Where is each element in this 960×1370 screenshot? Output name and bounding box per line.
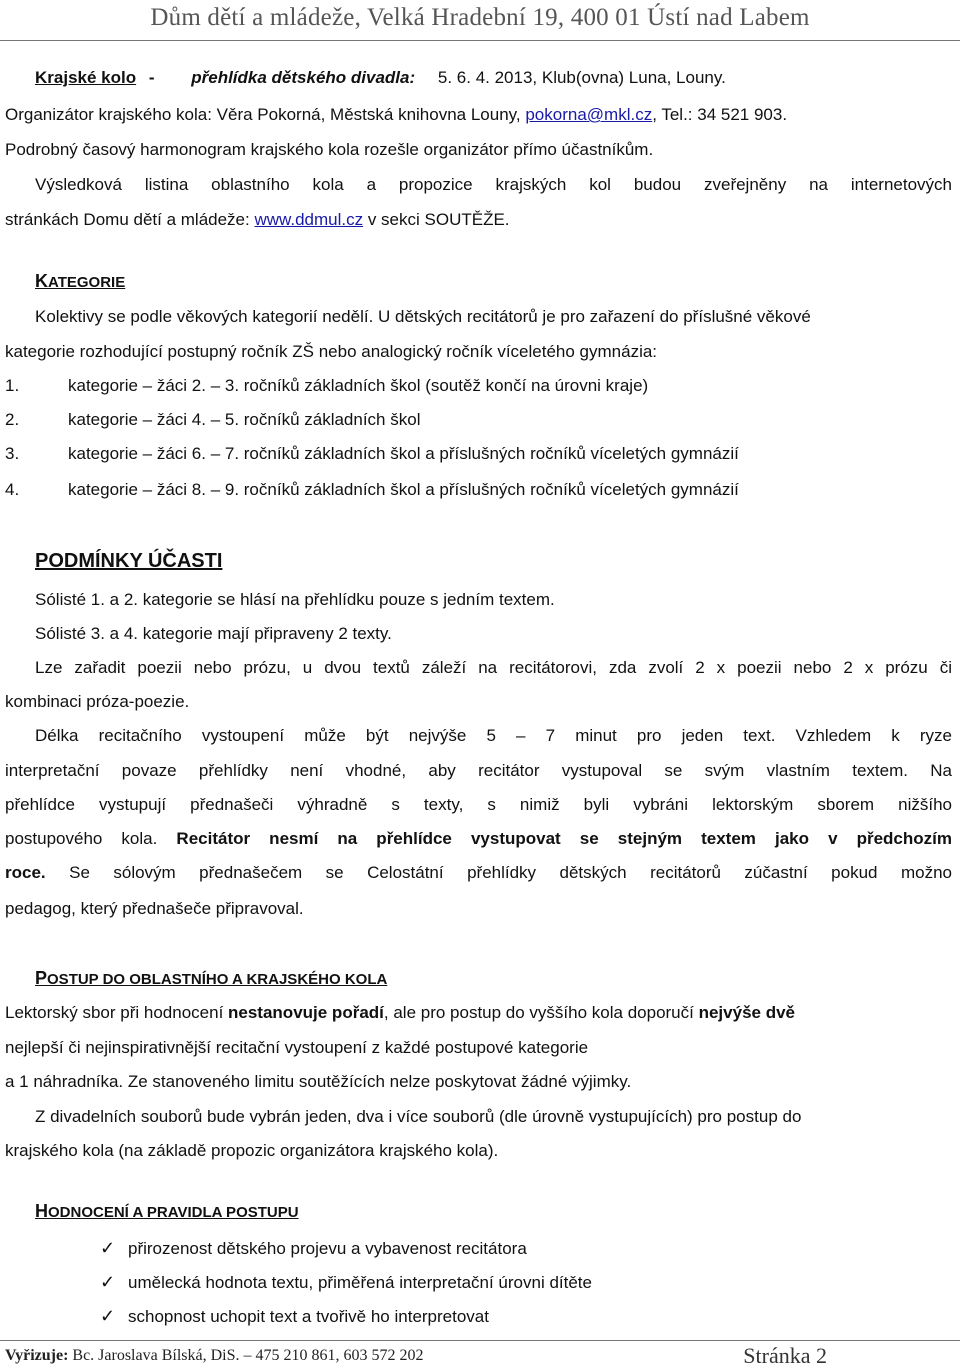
podminky-line-2: Sólisté 3. a 4. kategorie mají připraveny 2 texty. [35, 624, 392, 643]
check-icon: ✓ [100, 1306, 116, 1326]
check-icon: ✓ [100, 1272, 116, 1292]
intro-line-1 [5, 67, 952, 89]
organizer-line [5, 104, 952, 126]
hodnoceni-heading: HODNOCENÍ A PRAVIDLA POSTUPU [35, 1201, 299, 1221]
postup-line-3: a 1 náhradníka. Ze stanoveného limitu soutěžících nelze poskytovat žádné výjimky. [5, 1072, 632, 1091]
organizer-email-link[interactable]: pokorna@mkl.cz [525, 105, 653, 124]
podminky-line-10: pedagog, který přednašeče připravoval. [5, 899, 304, 918]
event-date: 5. 6. 4. 2013, Klub(ovna) Luna, Louny. [437, 68, 726, 87]
organizer-text: Organizátor krajského kola: Věra Pokorná, Městská knihovna Louny, [5, 105, 526, 124]
postup-heading: POSTUP DO OBLASTNÍHO A KRAJSKÉHO KOLA [35, 968, 388, 988]
list-item: 3. kategorie – žáci 6. – 7. ročníků základních škol a příslušných ročníků víceletých gymnázií [5, 444, 739, 463]
results-text: stránkách Domu dětí a mládeže: [5, 210, 255, 229]
kolo-label: Krajské kolo [35, 68, 137, 87]
kolo-dash: - [148, 68, 155, 87]
results-section: v sekci SOUTĚŽE. [363, 210, 510, 229]
list-item: 1. kategorie – žáci 2. – 3. ročníků základních škol (soutěž končí na úrovni kraje) [5, 376, 649, 395]
results-line-1: Výsledková listina oblastního kola a propozice krajských kol budou zveřejněny na internetových [35, 175, 952, 194]
list-item: ✓ schopnost uchopit text a tvořivě ho interpretovat [100, 1306, 489, 1326]
list-item: 2. kategorie – žáci 4. – 5. ročníků základních škol [5, 410, 421, 429]
podminky-line-1: Sólisté 1. a 2. kategorie se hlásí na přehlídku pouze s jedním textem. [35, 590, 555, 609]
podminky-line-4: kombinaci próza-poezie. [5, 692, 190, 711]
podminky-line-6: interpretační povaze přehlídky není vhodné, aby recitátor vystupoval se svým vlastním textem. Na [5, 761, 952, 780]
check-icon: ✓ [100, 1238, 116, 1258]
postup-line-5: krajského kola (na základě propozic organizátora krajského kola). [5, 1141, 499, 1160]
web-link[interactable]: www.ddmul.cz [254, 210, 364, 229]
prehlidka-label: přehlídka dětského divadla: [191, 68, 416, 87]
podminky-line-5: Délka recitačního vystoupení může být nejvýše 5 – 7 minut pro jeden text. Vzhledem k ryze [35, 726, 952, 745]
list-item: ✓ umělecká hodnota textu, přiměřená interpretační úrovni dítěte [100, 1272, 592, 1292]
organizer-phone: , Tel.: 34 521 903. [652, 105, 788, 124]
kategorie-text-1: Kolektivy se podle věkových kategorií nedělí. U dětských recitátorů je pro zařazení do příslušné věkové [35, 307, 811, 326]
postup-line-4: Z divadelních souborů bude vybrán jeden, dva i více souborů (dle úrovně vystupujících) pro postup do [35, 1107, 802, 1126]
podminky-line-9: roce. Se sólovým přednašečem se Celostátní přehlídky dětských recitátorů zúčastní pokud možno [5, 863, 952, 882]
kategorie-heading: KATEGORIE [35, 271, 126, 291]
podminky-heading: PODMÍNKY ÚČASTI [35, 550, 223, 572]
podminky-line-8: postupového kola. Recitátor nesmí na přehlídce vystupovat se stejným textem jako v předchozím [5, 829, 952, 848]
podminky-line-7: přehlídce vystupují přednašeči výhradně s texty, s nimiž byli vybráni lektorským sborem nižšího [5, 795, 952, 814]
page-number: Stránka 2 [743, 1343, 827, 1368]
postup-line-2: nejlepší či nejinspirativnější recitační vystoupení z každé postupové kategorie [5, 1038, 589, 1057]
results-line-2 [5, 209, 952, 231]
podminky-line-3: Lze zařadit poezii nebo prózu, u dvou textů záleží na recitátorovi, zda zvolí 2 x poezii nebo 2 x prózu či [35, 658, 952, 677]
postup-line-1: Lektorský sbor při hodnocení nestanovuje pořadí, ale pro postup do vyššího kola doporučí nejvýše dvě [5, 1003, 795, 1022]
page-header: Dům dětí a mládeže, Velká Hradební 19, 400 01 Ústí nad Labem [0, 0, 960, 41]
page-footer [0, 1340, 960, 1370]
list-item: ✓ přirozenost dětského projevu a vybavenost recitátora [100, 1238, 527, 1258]
list-item: 4. kategorie – žáci 8. – 9. ročníků základních škol a příslušných ročníků víceletých gymnázií [5, 480, 739, 499]
schedule-line: Podrobný časový harmonogram krajského kola rozešle organizátor přímo účastníkům. [5, 140, 654, 159]
footer-contact: Vyřizuje: Bc. Jaroslava Bílská, DiS. – 475 210 861, 603 572 202 [5, 1347, 424, 1364]
kategorie-text-2: kategorie rozhodující postupný ročník ZŠ nebo analogický ročník víceletého gymnázia: [5, 342, 658, 361]
